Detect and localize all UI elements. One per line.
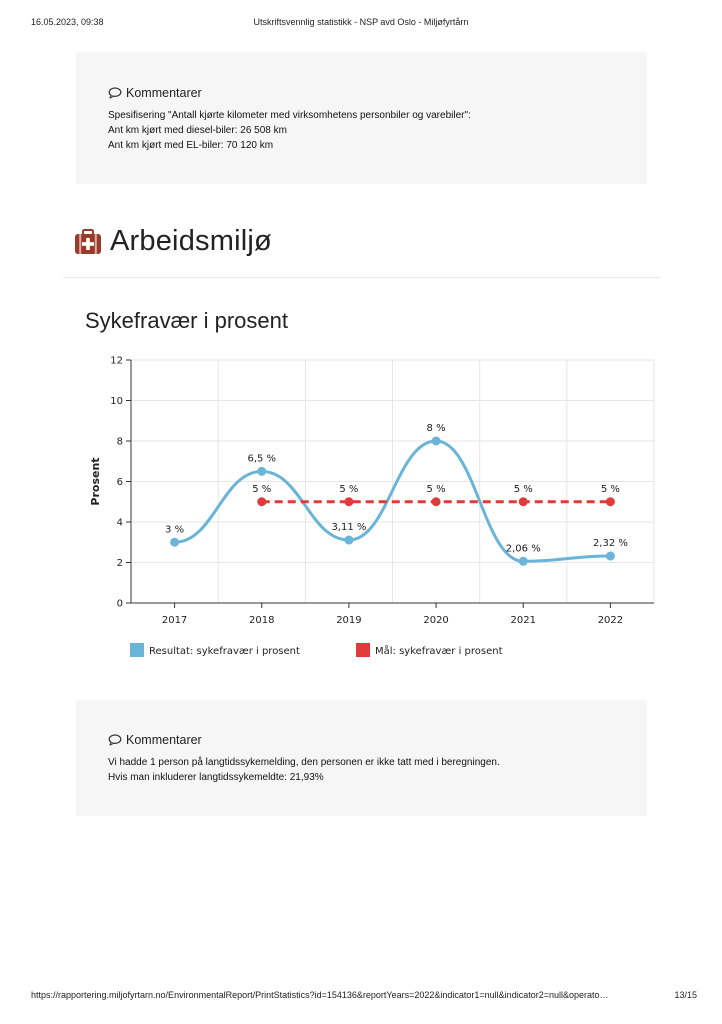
comment-line: Vi hadde 1 person på langtidssykemelding, den personen er ikke tatt med i beregningen. — [108, 757, 500, 768]
x-tick-label: 2019 — [336, 615, 362, 626]
data-label: 5 % — [513, 483, 533, 495]
result-point — [170, 538, 179, 547]
target-point — [344, 497, 353, 506]
y-tick-label: 4 — [116, 517, 123, 529]
section-heading — [74, 225, 272, 258]
target-point — [257, 497, 266, 506]
chart-grid — [131, 360, 654, 603]
speech-bubble-icon — [108, 734, 122, 746]
data-label: 5 % — [252, 483, 272, 495]
data-label: 8 % — [426, 423, 446, 434]
result-point — [344, 536, 353, 545]
y-tick-label: 10 — [110, 396, 123, 407]
result-point — [519, 557, 528, 566]
print-url: https://rapportering.miljofyrtarn.no/EnvironmentalReport/PrintStatistics?id=154136&reportYears=2022&indicator1=null&indicator2=null&operato… — [31, 990, 609, 1000]
comment-title: Kommentarer — [126, 86, 202, 100]
legend-label-result: Resultat: sykefravær i prosent — [149, 646, 300, 657]
comment-line: Ant km kjørt med EL-biler: 70 120 km — [108, 140, 274, 151]
x-tick-label: 2021 — [510, 615, 536, 626]
page-number: 13/15 — [674, 990, 697, 1000]
data-label: 2,06 % — [505, 543, 541, 555]
target-point — [519, 497, 528, 506]
comment-line: Hvis man inkluderer langtidssykemeldte: 21,93% — [108, 772, 324, 783]
data-label: 5 % — [600, 483, 620, 495]
comment-title: Kommentarer — [126, 733, 202, 747]
section-divider — [63, 277, 660, 278]
chart-legend — [130, 643, 503, 657]
print-footer — [31, 990, 697, 1004]
comment-box-sick-leave — [76, 700, 647, 816]
y-tick-label: 8 — [116, 436, 123, 448]
x-tick-label: 2017 — [161, 615, 188, 626]
data-label: 3,11 % — [331, 522, 367, 534]
y-axis-title: Prosent — [89, 457, 102, 506]
comment-line: Spesifisering "Antall kjørte kilometer med virksomhetens personbiler og varebiler": — [108, 110, 471, 121]
y-tick-label: 12 — [110, 355, 123, 367]
legend-swatch-target — [356, 643, 370, 657]
x-tick-label: 2018 — [249, 615, 275, 626]
first-aid-kit-icon — [74, 229, 102, 255]
sick-leave-chart — [84, 350, 664, 670]
result-point — [432, 437, 441, 446]
target-point — [432, 497, 441, 506]
comment-line: Ant km kjørt med diesel-biler: 26 508 km — [108, 125, 287, 136]
data-label: 6,5 % — [247, 453, 277, 465]
x-tick-label: 2022 — [597, 615, 624, 626]
section-title: Arbeidsmiljø — [110, 225, 272, 257]
comment-heading — [108, 733, 615, 747]
data-label: 3 % — [165, 524, 185, 536]
x-tick-label: 2020 — [423, 615, 449, 626]
legend-label-target: Mål: sykefravær i prosent — [375, 646, 503, 657]
data-label: 5 % — [339, 483, 359, 495]
data-label: 5 % — [426, 483, 446, 495]
y-tick-label: 0 — [116, 598, 123, 610]
print-title: Utskriftsvennlig statistikk - NSP avd Oslo - Miljøfyrtårn — [253, 17, 469, 27]
y-tick-label: 6 — [116, 477, 123, 488]
speech-bubble-icon — [108, 87, 122, 99]
legend-swatch-result — [130, 643, 144, 657]
result-point — [606, 552, 615, 561]
print-header — [31, 17, 691, 31]
data-label: 2,32 % — [592, 538, 628, 550]
target-point — [606, 497, 615, 506]
y-tick-label: 2 — [116, 558, 123, 569]
chart-axes — [89, 356, 654, 627]
chart-title: Sykefravær i prosent — [85, 308, 288, 333]
print-datetime: 16.05.2023, 09:38 — [31, 17, 104, 27]
comment-heading — [108, 86, 615, 100]
result-point — [257, 467, 266, 476]
comment-box-transport — [76, 52, 647, 184]
chart-data-labels — [165, 423, 628, 554]
